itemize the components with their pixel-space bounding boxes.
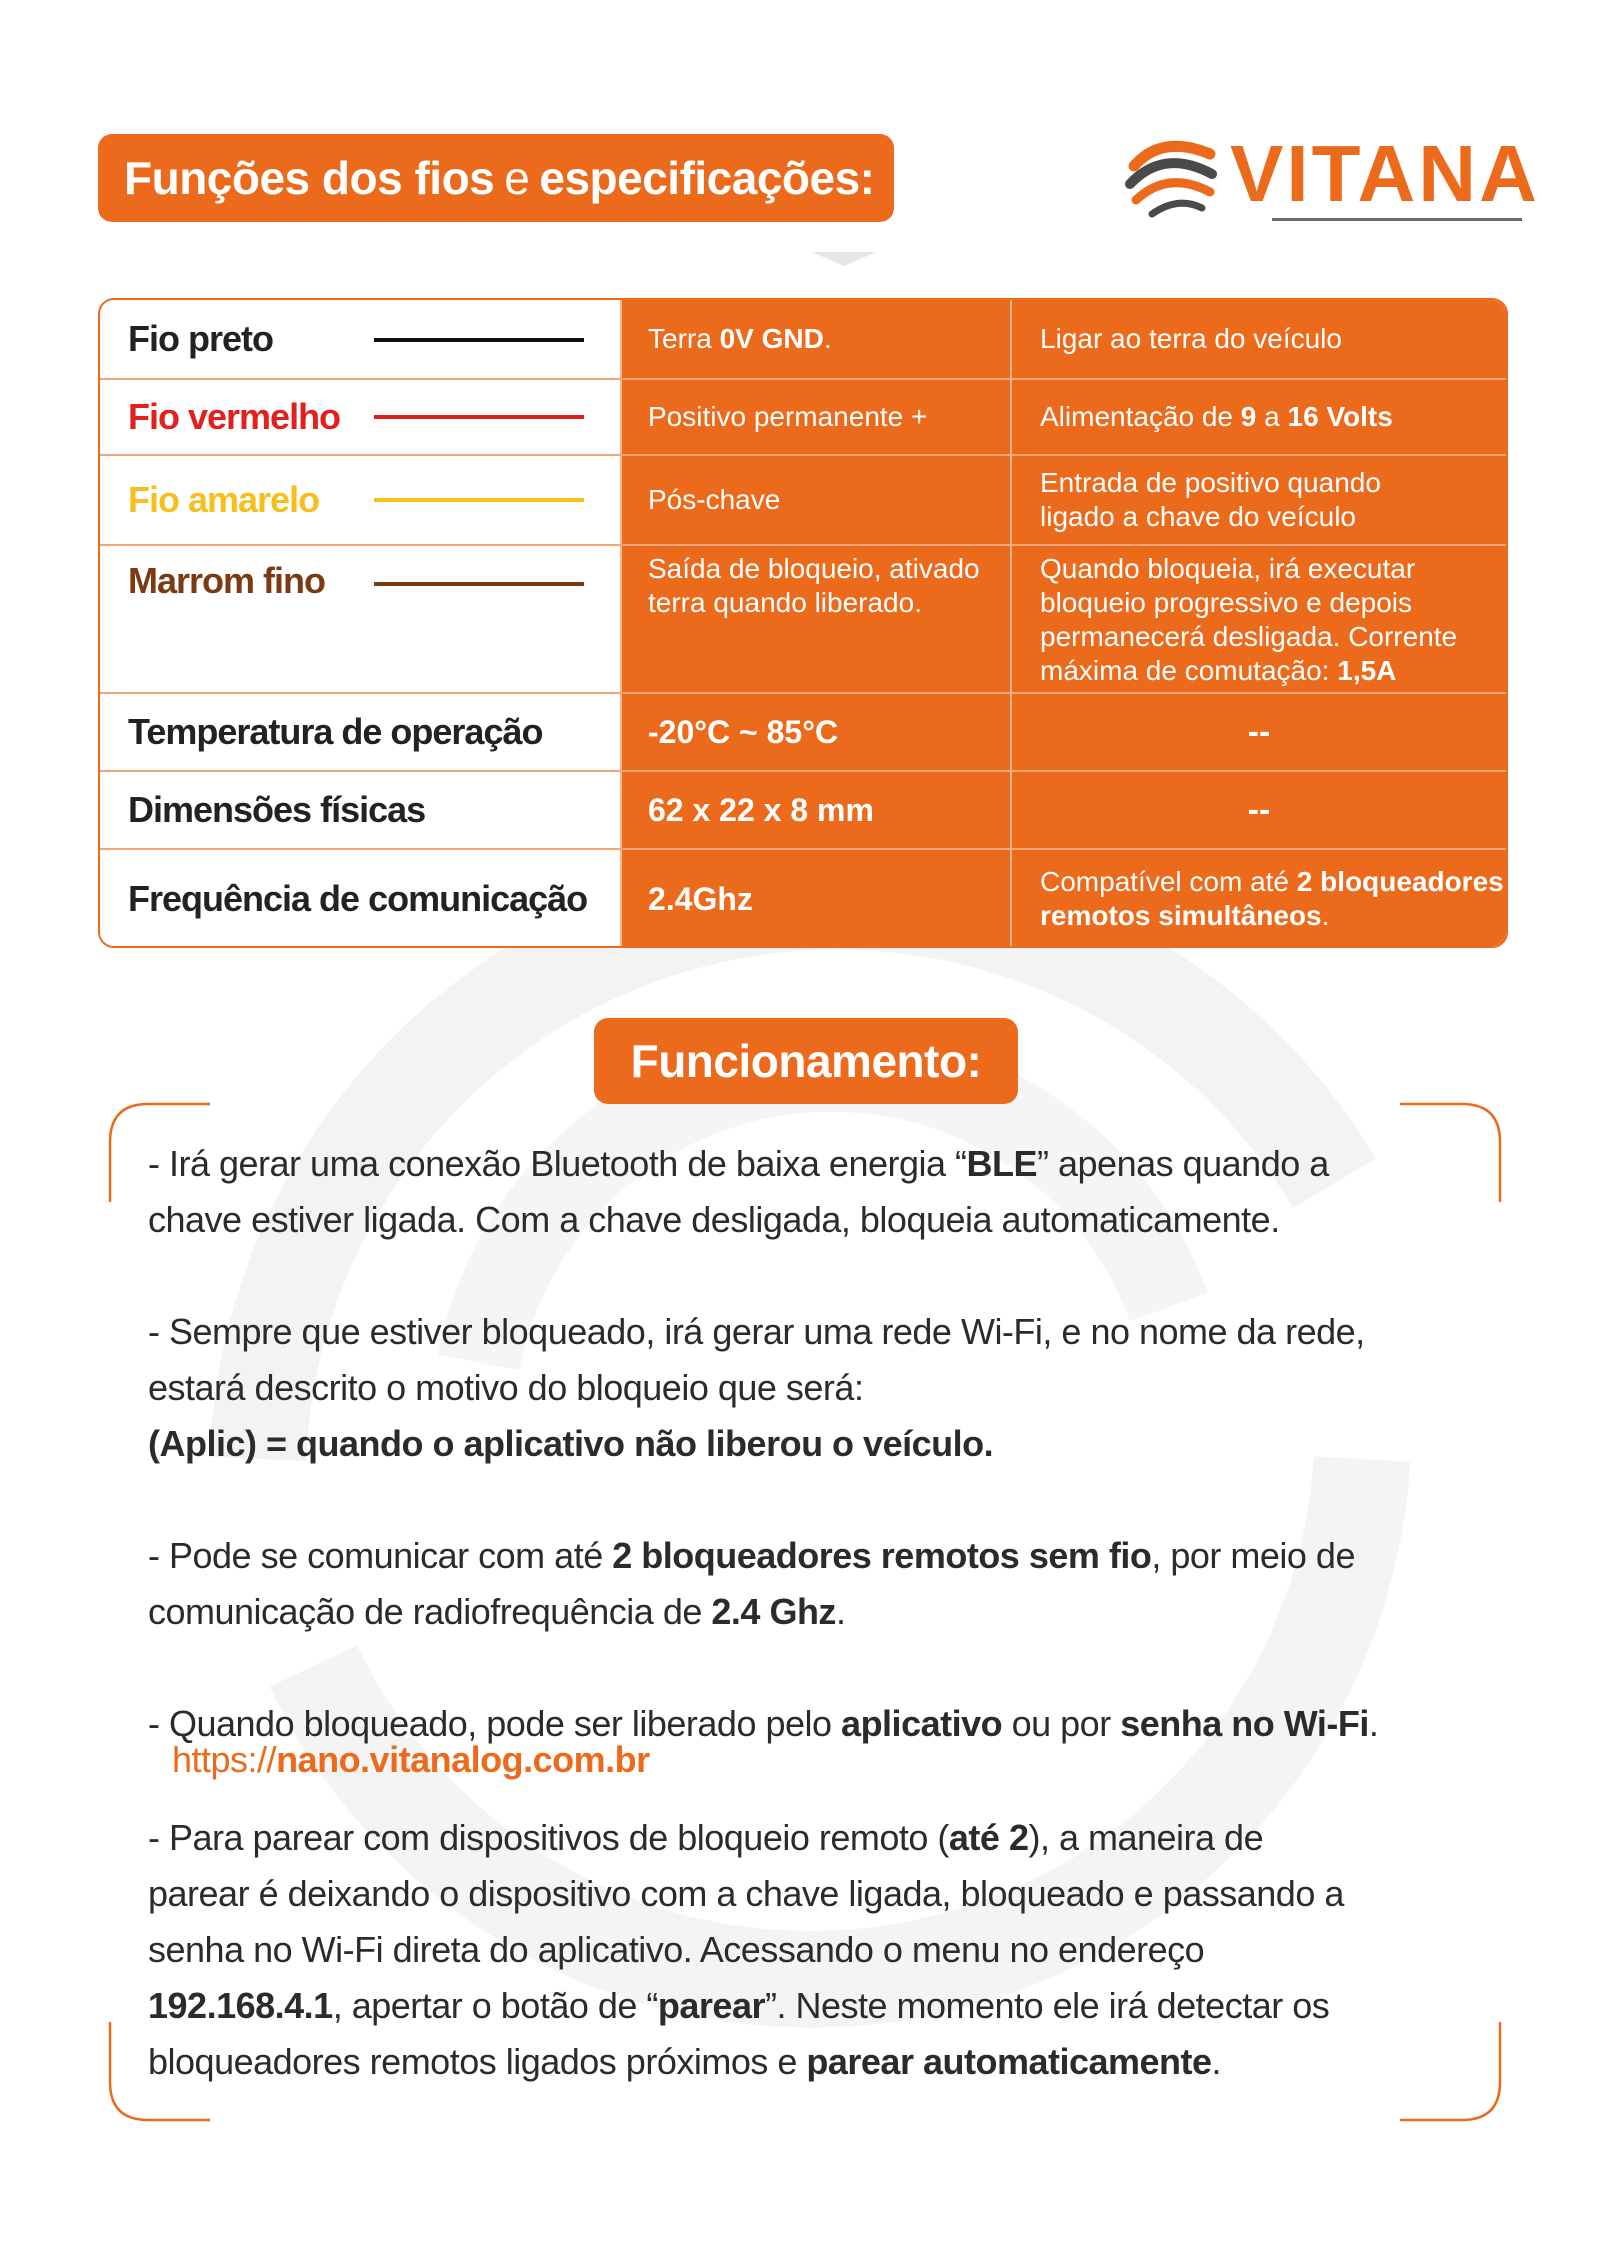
paragraph-unlock: - Quando bloqueado, pode ser liberado pelo aplicativo ou por senha no Wi-Fi. https://nano.vitanalog.com.br [148,1696,1478,1782]
black-wire-line [374,338,584,342]
spec-label-cell: Frequência de comunicação [100,850,620,948]
spec-note-cell: -- [1010,694,1506,770]
logo-underline [1272,218,1522,221]
spec-value-cell: 2.4Ghz [620,850,1010,948]
app-url-link[interactable]: https://nano.vitanalog.com.br [172,1739,650,1780]
wire-label: Fio vermelho [128,396,341,437]
wire-function-cell: Positivo permanente + [620,380,1010,454]
spec-row-temperature [100,694,1506,770]
spec-label-cell: Temperatura de operação [100,694,620,770]
paragraph-radio: - Pode se comunicar com até 2 bloqueadores remotos sem fio, por meio de comunicação de radiofrequência de 2.4 Ghz. [148,1535,1355,1632]
wire-label-cell [100,546,620,692]
spec-note-cell: -- [1010,772,1506,848]
spec-note-cell: Compatível com até 2 bloqueadores remotos simultâneos. [1010,850,1506,948]
brown-wire-line [374,582,584,586]
wire-label-cell [100,456,620,544]
spec-row-frequency [100,850,1506,948]
wire-spec-table [98,298,1508,948]
section-title-wire-functions [98,134,894,222]
spec-value-cell: 62 x 22 x 8 mm [620,772,1010,848]
title-connector: e [504,152,530,204]
title-part-2: especificações: [539,152,875,204]
wire-description-cell: Entrada de positivo quando ligado a chave do veículo [1010,456,1506,544]
title-part-1: Funções dos fios [124,152,495,204]
wire-function-cell: Saída de bloqueio, ativado terra quando liberado. [620,546,1010,692]
wire-label: Fio amarelo [128,479,320,520]
red-wire-line [374,415,584,419]
wire-description-cell: Quando bloqueia, irá executar bloqueio progressivo e depois permanecerá desligada. Corrente máxima de comutação: 1,5A [1010,546,1506,692]
wire-description-cell: Alimentação de 9 a 16 Volts [1010,380,1506,454]
wire-function-cell: Terra 0V GND. [620,300,1010,378]
section-title-funcionamento: Funcionamento: [594,1018,1018,1104]
spec-row-black-wire [100,300,1506,378]
wire-label: Fio preto [128,318,273,359]
wire-label: Marrom fino [128,560,326,601]
spec-label-cell: Dimensões físicas [100,772,620,848]
spec-value-cell: -20°C ~ 85°C [620,694,1010,770]
paragraph-bluetooth: - Irá gerar uma conexão Bluetooth de baixa energia “BLE” apenas quando a chave estiver ligada. Com a chave desligada, bloqueia automaticamente. [148,1143,1329,1240]
spec-row-yellow-wire [100,456,1506,544]
wire-description-cell: Ligar ao terra do veículo [1010,300,1506,378]
yellow-wire-line [374,498,584,502]
wire-function-cell: Pós-chave [620,456,1010,544]
paragraph-wifi: - Sempre que estiver bloqueado, irá gerar uma rede Wi-Fi, e no nome da rede, estará descrito o motivo do bloqueio que será: (Aplic) = quando o aplicativo não liberou o veículo. [148,1311,1365,1464]
vitana-logo [1122,124,1540,234]
wire-label-cell [100,300,620,378]
spec-row-brown-wire [100,546,1506,692]
paragraph-pairing: - Para parear com dispositivos de bloqueio remoto (até 2), a maneira de parear é deixando o dispositivo com a chave ligada, bloqueado e passando a senha no Wi-Fi direta do aplicativo. Acessando o menu no endereço 192.168.4.1, apertar o botão de “parear”. Neste momento ele irá detectar os bloqueadores remotos ligados próximos e parear automaticamente. [148,1817,1344,2082]
logo-wordmark: VITANA [1230,129,1540,218]
wire-label-cell [100,380,620,454]
vitana-swirl-icon [1122,126,1222,226]
funcionamento-body [148,1136,1478,2090]
spec-row-red-wire [100,380,1506,454]
spec-row-dimensions [100,772,1506,848]
title-pointer-decoration [812,252,876,266]
